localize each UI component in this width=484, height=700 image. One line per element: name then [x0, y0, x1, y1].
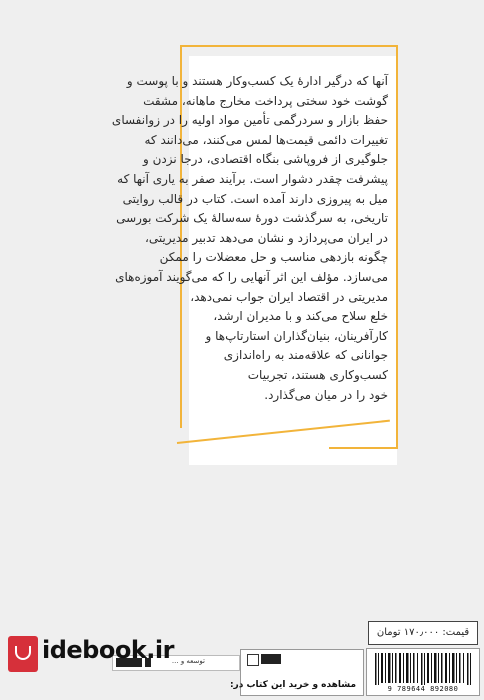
publisher-mark-icon	[261, 654, 281, 664]
blurb-line: در ایران می‌پردازد و نشان می‌دهد تدبیر مدیریتی،	[145, 230, 388, 245]
blurb-line: خود را در میان می‌گذارد.	[264, 387, 388, 402]
isbn-barcode	[366, 648, 480, 696]
blurb-line: خلع سلاح می‌کند و با مدیران ارشد،	[213, 309, 388, 324]
blurb-line: مدیریتی در اقتصاد ایران جواب نمی‌دهد،	[190, 289, 388, 304]
blurb-line: کارآفرینان، بنیان‌گذاران استارتاپ‌ها و	[205, 328, 388, 343]
blurb-line: میل به پیروزی دارند آمده است. کتاب در قالب روایتی	[122, 191, 388, 206]
price-label: قیمت: ۱۷۰٫۰۰۰ تومان	[368, 621, 478, 645]
publisher-seal-icon	[247, 654, 259, 666]
blurb-line: گوشت خود سختی پرداخت مخارج ماهانه، مشقت	[143, 93, 388, 108]
blurb-line: تغییرات دائمی قیمت‌ها لمس می‌کنند، می‌دانند که	[144, 132, 388, 147]
frame-line-top	[180, 45, 398, 47]
blurb-line: چگونه بازدهی مناسب و حل معضلات را ممکن	[159, 250, 388, 265]
blurb-line: پیشرفت چقدر دشوار است. برآیند صفر به یاری آنها که	[117, 171, 388, 186]
publisher-strip-text: توسعه و ...	[171, 657, 205, 665]
brand-watermark[interactable]	[4, 628, 234, 694]
promo-text: مشاهده و خرید این کتاب در:	[229, 680, 357, 690]
blurb-text	[111, 72, 388, 405]
blurb-line: کسب‌وکاری هستند، تجربیات	[247, 367, 388, 382]
frame-line-bottom	[329, 447, 398, 449]
blurb-line: آنها که درگیر ادارهٔ یک کسب‌وکار هستند و با پوست و	[126, 74, 388, 88]
isbn-number: 9 789644 892080	[387, 685, 459, 693]
blurb-line: جوانانی که علاقه‌مند به راه‌اندازی	[223, 348, 388, 363]
blurb-line: تاریخی، به سرگذشت دورهٔ سه‌سالهٔ یک شرکت بورسی	[116, 211, 388, 226]
brand-name: idebook.ir	[42, 636, 174, 664]
book-icon	[8, 636, 38, 672]
frame-line-right	[396, 45, 398, 449]
blurb-line: حفظ بازار و سردرگمی تأمین مواد اولیه را در زوانفسای	[111, 113, 388, 128]
blurb-line: می‌سازد. مؤلف این اثر آنهایی را که می‌گویند آموزه‌های	[115, 269, 388, 284]
blurb-line: جلوگیری از فروپاشی بنگاه اقتصادی، درجا نزدن و	[143, 152, 388, 167]
